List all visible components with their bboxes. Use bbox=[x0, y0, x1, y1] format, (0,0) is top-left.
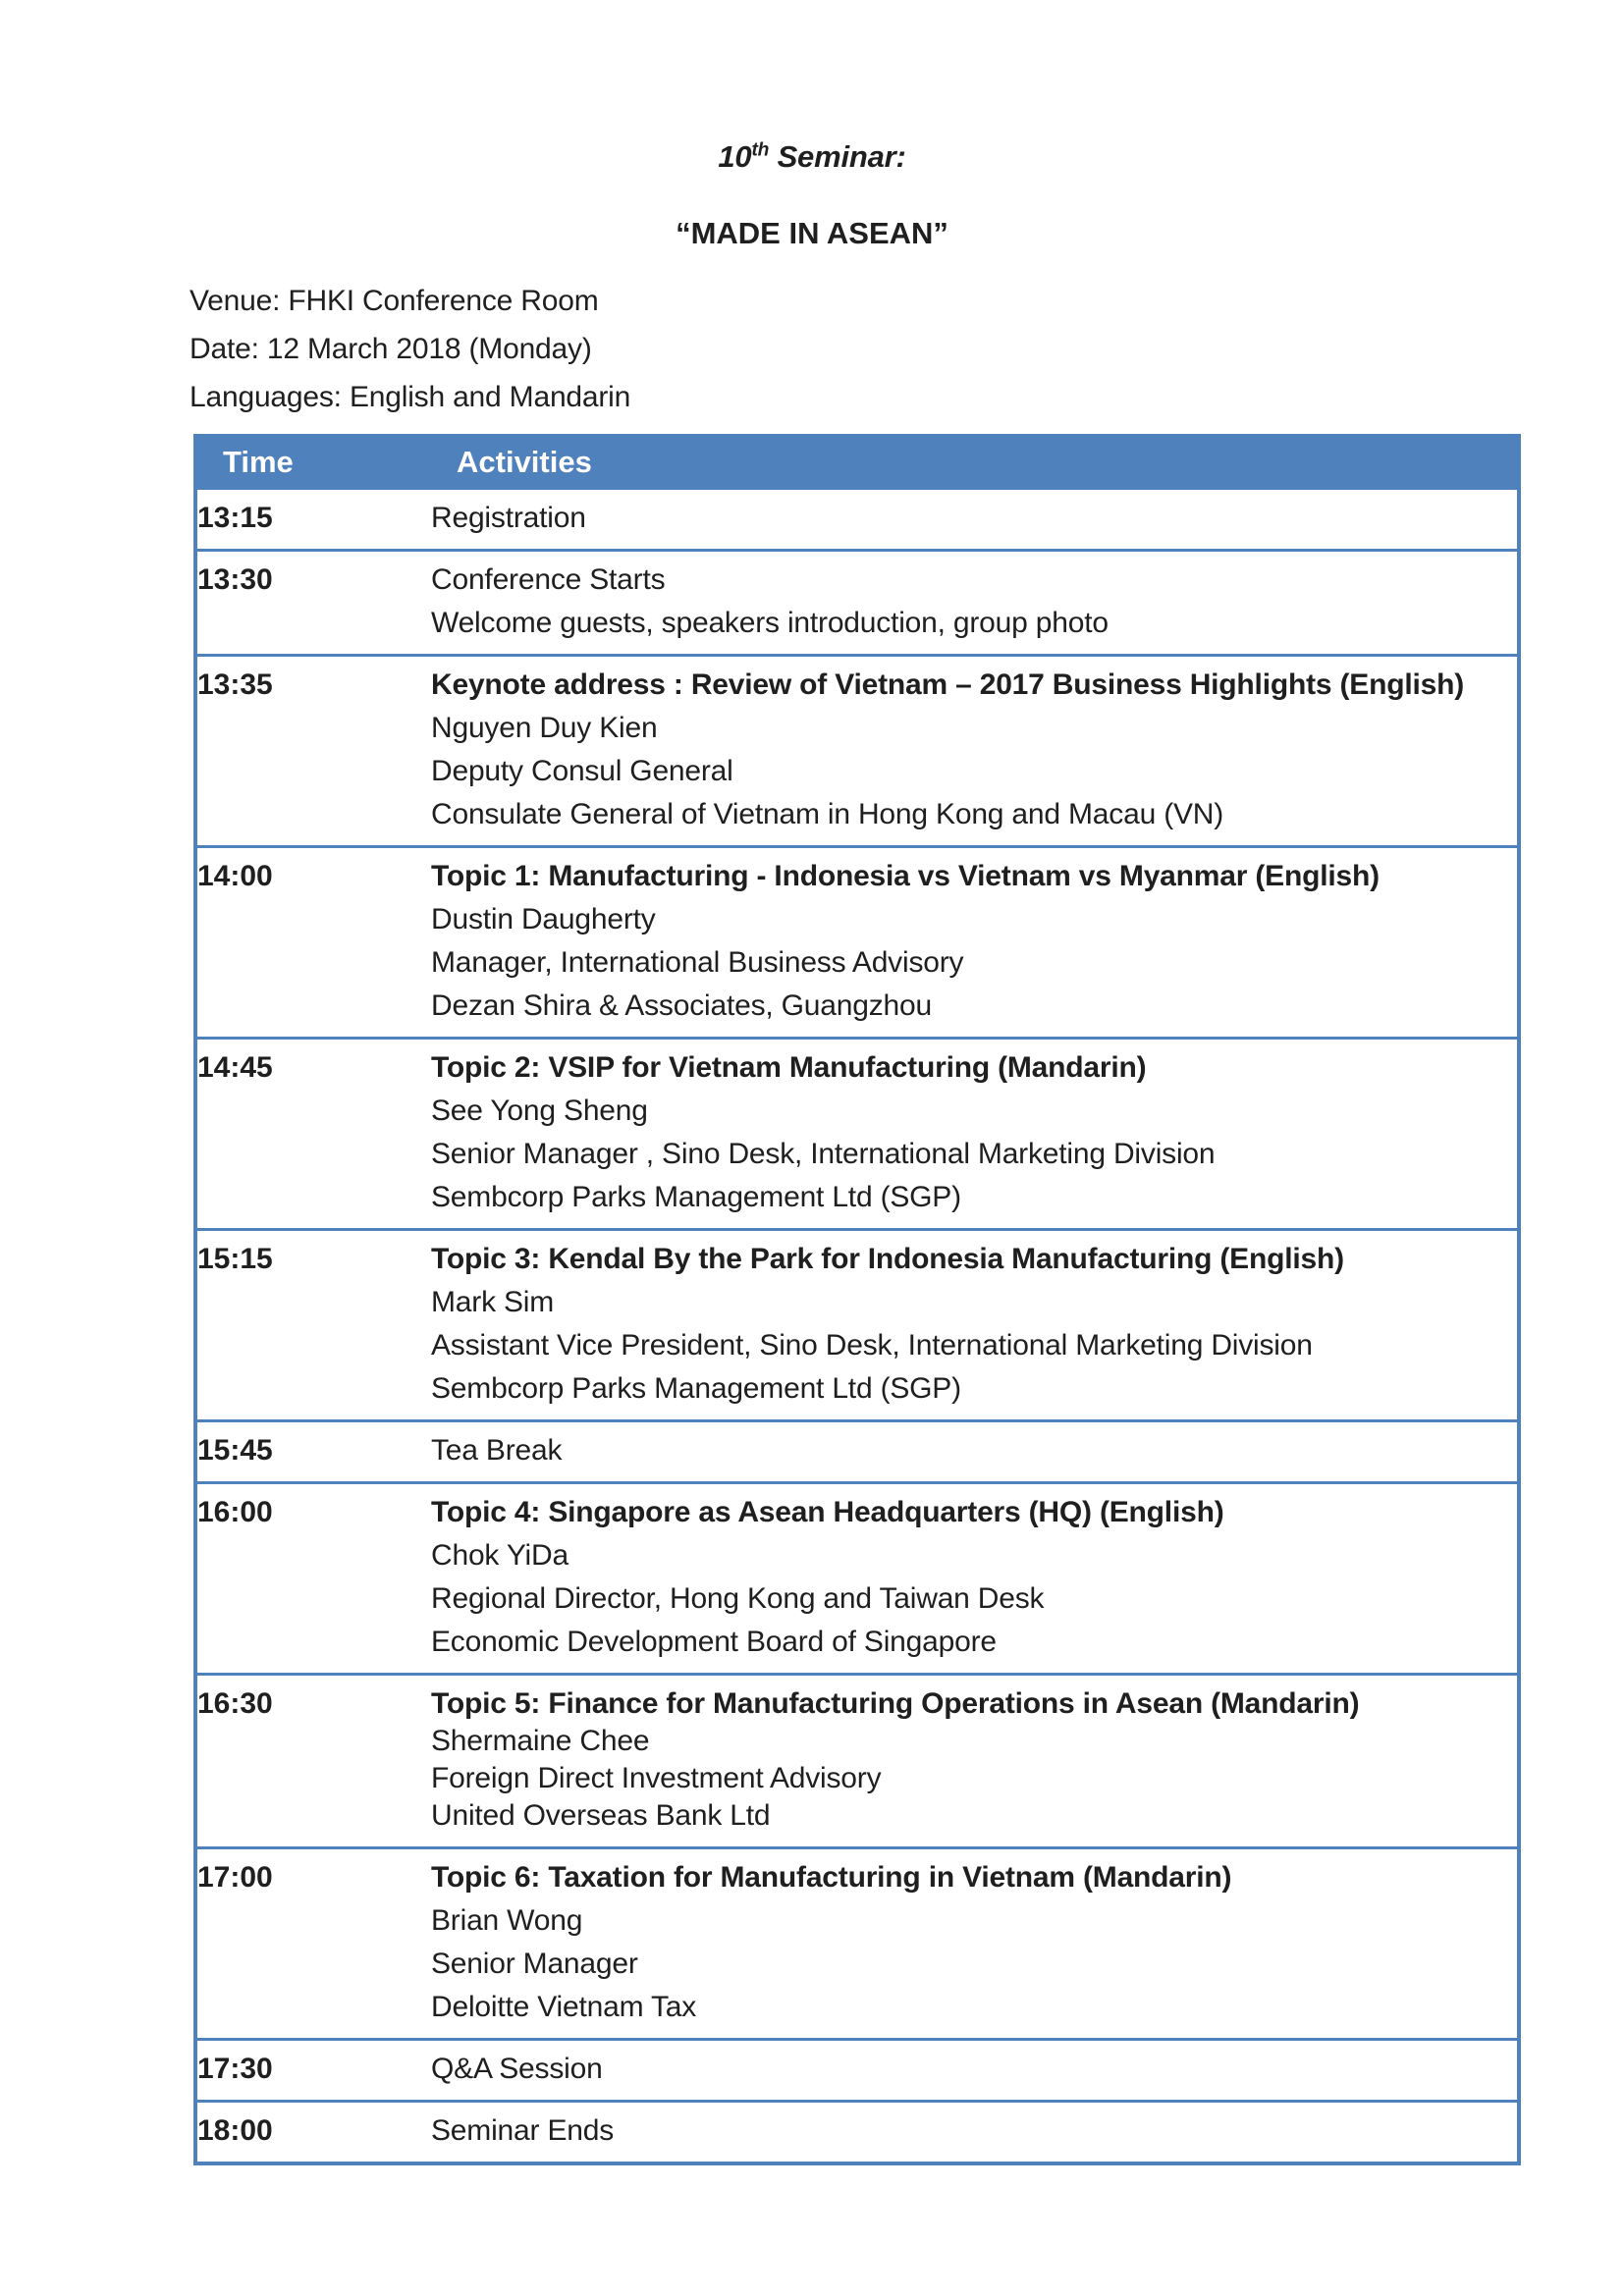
seminar-number: 10 bbox=[718, 139, 752, 174]
speaker-organization: Sembcorp Parks Management Ltd (SGP) bbox=[431, 1372, 961, 1405]
time-cell: 17:30 bbox=[195, 2040, 431, 2102]
table-row bbox=[195, 489, 1519, 551]
activities-column-header: Activities bbox=[431, 436, 1519, 489]
speaker-organization: Sembcorp Parks Management Ltd (SGP) bbox=[431, 1181, 961, 1213]
speaker-name: Dustin Daugherty bbox=[431, 903, 656, 935]
activities-cell bbox=[431, 1848, 1519, 2040]
time-cell: 18:00 bbox=[195, 2102, 431, 2164]
speaker-role: Senior Manager bbox=[431, 1948, 638, 1980]
activity-title: Topic 6: Taxation for Manufacturing in Vietnam (Mandarin) bbox=[431, 1861, 1232, 1894]
time-cell: 14:00 bbox=[195, 847, 431, 1039]
activity-title: Tea Break bbox=[431, 1434, 563, 1467]
table-row bbox=[195, 847, 1519, 1039]
time-cell: 13:35 bbox=[195, 656, 431, 847]
languages-line: Languages: English and Mandarin bbox=[189, 381, 631, 413]
speaker-name: Nguyen Duy Kien bbox=[431, 712, 658, 744]
speaker-role: Foreign Direct Investment Advisory bbox=[431, 1762, 882, 1794]
time-cell: 13:15 bbox=[195, 489, 431, 551]
table-row bbox=[195, 2102, 1519, 2164]
time-cell: 17:00 bbox=[195, 1848, 431, 2040]
seminar-title bbox=[0, 0, 1624, 175]
speaker-name: Brian Wong bbox=[431, 1904, 583, 1937]
activities-cell bbox=[431, 489, 1519, 551]
activities-cell bbox=[431, 847, 1519, 1039]
activity-title: Keynote address : Review of Vietnam – 2017 Business Highlights (English) bbox=[431, 668, 1465, 701]
speaker-organization: Dezan Shira & Associates, Guangzhou bbox=[431, 989, 932, 1022]
speaker-name: Shermaine Chee bbox=[431, 1725, 650, 1757]
activities-cell bbox=[431, 551, 1519, 656]
speaker-organization: Deloitte Vietnam Tax bbox=[431, 1991, 697, 2023]
activities-cell bbox=[431, 1230, 1519, 1421]
table-row bbox=[195, 1675, 1519, 1848]
activity-title: Conference Starts bbox=[431, 563, 666, 596]
speaker-role: Regional Director, Hong Kong and Taiwan Desk bbox=[431, 1582, 1045, 1615]
activities-cell bbox=[431, 2102, 1519, 2164]
event-details bbox=[189, 277, 1624, 421]
table-row bbox=[195, 1483, 1519, 1675]
speaker-role: Assistant Vice President, Sino Desk, International Marketing Division bbox=[431, 1329, 1313, 1362]
table-row bbox=[195, 656, 1519, 847]
activity-title: Registration bbox=[431, 502, 586, 534]
agenda-header-row bbox=[195, 436, 1519, 489]
speaker-organization: Economic Development Board of Singapore bbox=[431, 1626, 997, 1658]
venue-line: Venue: FHKI Conference Room bbox=[189, 285, 599, 317]
speaker-role: Senior Manager , Sino Desk, International Marketing Division bbox=[431, 1138, 1216, 1170]
activities-cell bbox=[431, 1421, 1519, 1483]
table-row bbox=[195, 1848, 1519, 2040]
time-cell: 15:15 bbox=[195, 1230, 431, 1421]
activities-cell bbox=[431, 1675, 1519, 1848]
table-row bbox=[195, 2040, 1519, 2102]
date-line: Date: 12 March 2018 (Monday) bbox=[189, 333, 592, 365]
speaker-organization: United Overseas Bank Ltd bbox=[431, 1799, 771, 1832]
activities-cell bbox=[431, 1039, 1519, 1230]
activity-title: Topic 4: Singapore as Asean Headquarters (HQ) (English) bbox=[431, 1496, 1224, 1528]
activity-title: Seminar Ends bbox=[431, 2114, 615, 2147]
speaker-name: See Yong Sheng bbox=[431, 1095, 648, 1127]
activity-title: Q&A Session bbox=[431, 2053, 603, 2085]
time-cell: 15:45 bbox=[195, 1421, 431, 1483]
time-cell: 13:30 bbox=[195, 551, 431, 656]
speaker-role: Manager, International Business Advisory bbox=[431, 946, 964, 979]
time-column-header: Time bbox=[195, 436, 431, 489]
time-cell: 14:45 bbox=[195, 1039, 431, 1230]
seminar-title-text: Seminar: bbox=[769, 139, 906, 174]
activity-title: Topic 5: Finance for Manufacturing Operations in Asean (Mandarin) bbox=[431, 1687, 1360, 1720]
agenda-table bbox=[193, 434, 1521, 2165]
activities-cell bbox=[431, 2040, 1519, 2102]
table-row bbox=[195, 1421, 1519, 1483]
activities-cell bbox=[431, 1483, 1519, 1675]
speaker-name: Mark Sim bbox=[431, 1286, 555, 1318]
speaker-organization: Consulate General of Vietnam in Hong Kong and Macau (VN) bbox=[431, 798, 1224, 830]
activity-description: Welcome guests, speakers introduction, group photo bbox=[431, 607, 1109, 639]
time-cell: 16:30 bbox=[195, 1675, 431, 1848]
speaker-name: Chok YiDa bbox=[431, 1539, 568, 1572]
activities-cell bbox=[431, 656, 1519, 847]
activity-title: Topic 3: Kendal By the Park for Indonesia Manufacturing (English) bbox=[431, 1243, 1344, 1275]
activity-title: Topic 2: VSIP for Vietnam Manufacturing (Mandarin) bbox=[431, 1051, 1147, 1084]
table-row bbox=[195, 1230, 1519, 1421]
table-row bbox=[195, 1039, 1519, 1230]
table-row bbox=[195, 551, 1519, 656]
activity-title: Topic 1: Manufacturing - Indonesia vs Vietnam vs Myanmar (English) bbox=[431, 860, 1380, 892]
speaker-role: Deputy Consul General bbox=[431, 755, 733, 787]
time-cell: 16:00 bbox=[195, 1483, 431, 1675]
ordinal-superscript: th bbox=[751, 139, 770, 161]
seminar-subtitle: “MADE IN ASEAN” bbox=[676, 216, 948, 250]
